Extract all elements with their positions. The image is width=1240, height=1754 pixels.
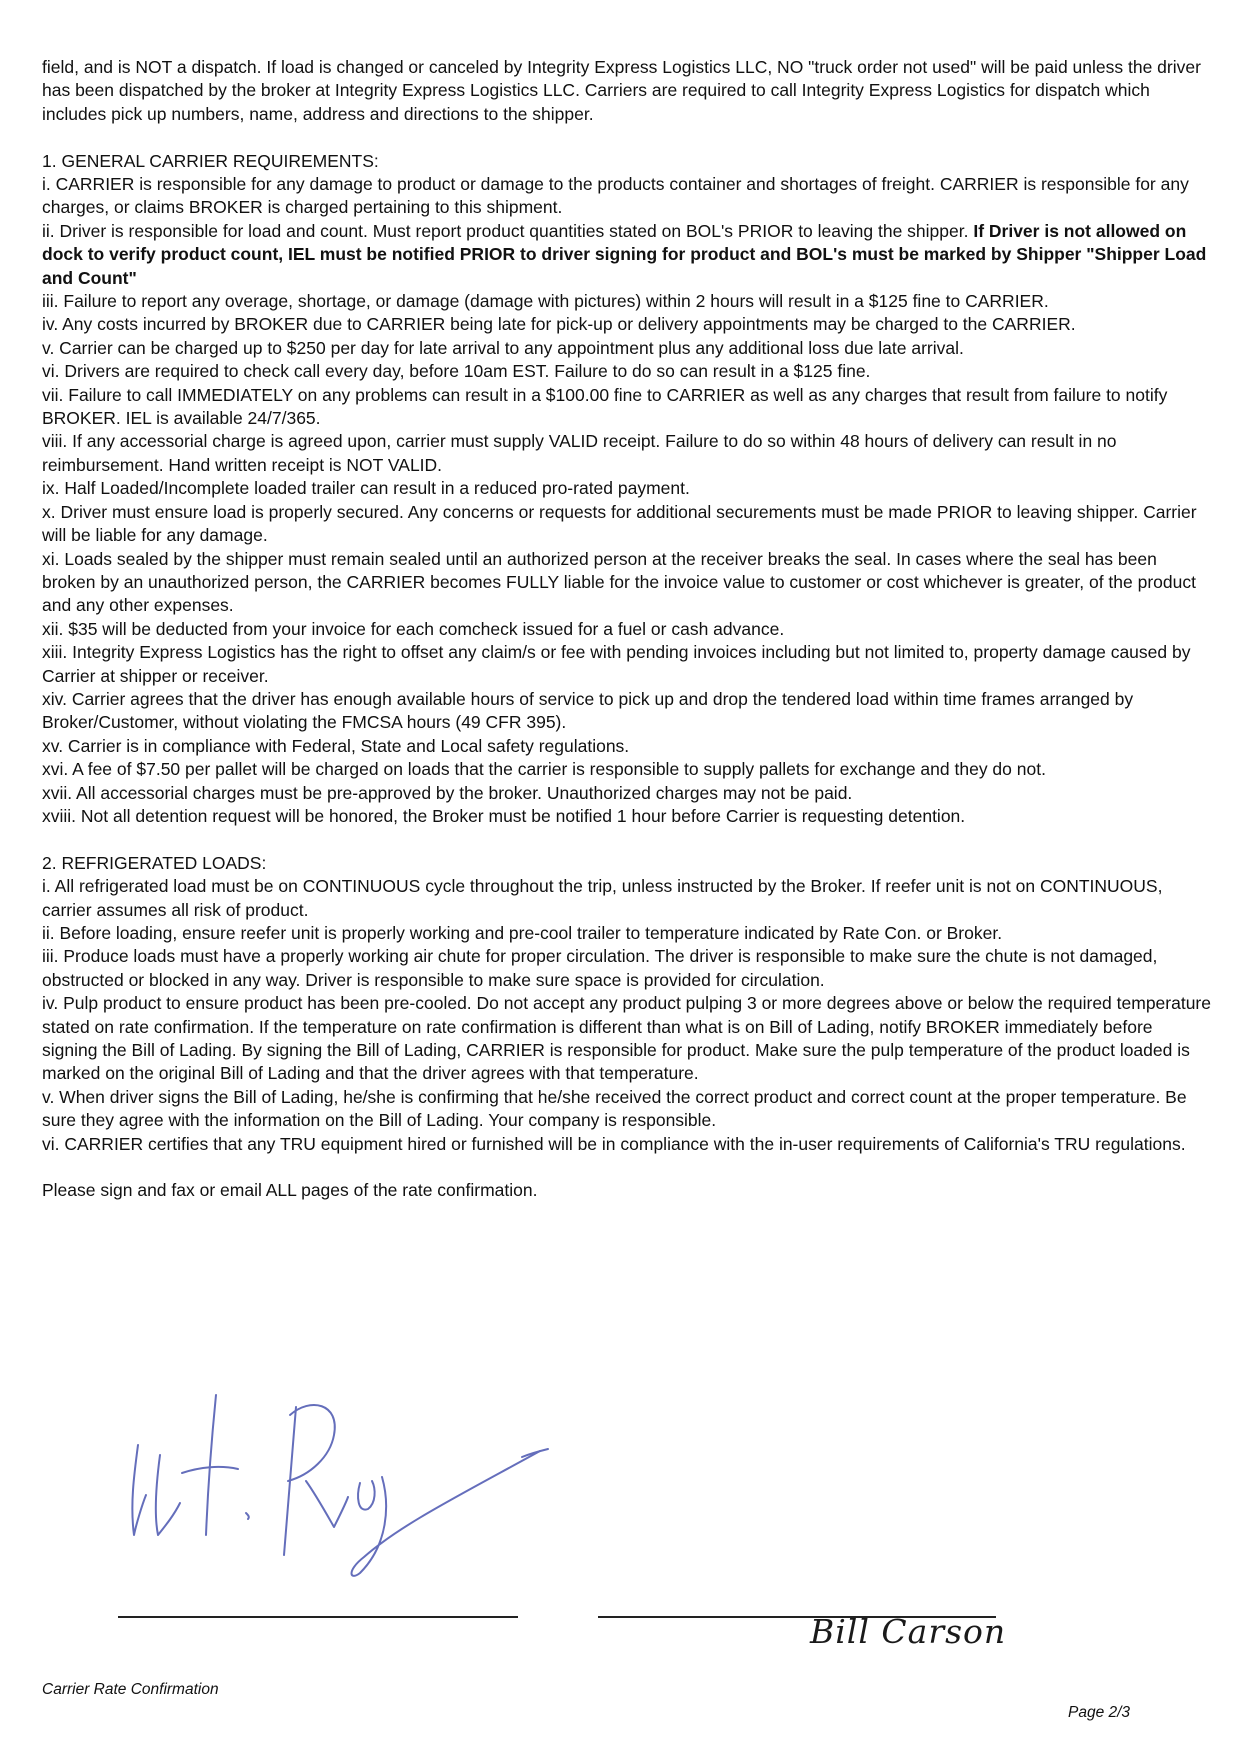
closing-instruction: Please sign and fax or email ALL pages of the rate confirmation. (42, 1180, 538, 1201)
shipper-signature-name: Bill Carson (810, 1612, 1007, 1651)
carrier-signature (120, 1385, 550, 1585)
section1-item: xii. $35 will be deducted from your invoice for each comcheck issued for a fuel or cash advance. (42, 618, 785, 639)
section1-item: i. CARRIER is responsible for any damage to product or damage to the products container and shortages of freight. CARRIER is responsible for any charges, or claims BROKER is charged pertaining to this shipment. (42, 174, 1189, 218)
section1-item: xvi. A fee of $7.50 per pallet will be charged on loads that the carrier is responsible to supply pallets for exchange and they do not. (42, 759, 1046, 780)
footer-page-number: Page 2/3 (1068, 1704, 1131, 1721)
section1-item: iv. Any costs incurred by BROKER due to CARRIER being late for pick-up or delivery appointments may be charged to the CARRIER. (42, 314, 1076, 335)
section2-item: iii. Produce loads must have a properly working air chute for proper circulation. The driver is responsible to make sure the chute is not damaged, obstructed or blocked in any way. Driver is responsible to make sure space is provided for circulation. (42, 946, 1158, 990)
section1-heading: 1. GENERAL CARRIER REQUIREMENTS: (42, 150, 379, 171)
section1-item: v. Carrier can be charged up to $250 per day for late arrival to any appointment plus any additional loss due late arrival. (42, 337, 964, 358)
spacer (42, 1156, 1212, 1179)
section2-item: vi. CARRIER certifies that any TRU equipment hired or furnished will be in compliance with the in-user requirements of California's TRU regulations. (42, 1133, 1186, 1154)
section1-item: viii. If any accessorial charge is agreed upon, carrier must supply VALID receipt. Failure to do so within 48 hours of delivery can result in no reimbursement. Hand written receipt is NOT VALID. (42, 431, 1117, 475)
section1-item: xiii. Integrity Express Logistics has the right to offset any claim/s or fee with pending invoices including but not limited to, property damage caused by Carrier at shipper or receiver. (42, 642, 1191, 686)
section2-item: i. All refrigerated load must be on CONTINUOUS cycle throughout the trip, unless instructed by the Broker. If reefer unit is not on CONTINUOUS, carrier assumes all risk of product. (42, 876, 1163, 920)
section1-item: xi. Loads sealed by the shipper must remain sealed until an authorized person at the receiver breaks the seal. In cases where the seal has been broken by an unauthorized person, the CARRIER becomes FULLY liable for the invoice value to customer or cost whichever is greater, of the product and any other expenses. (42, 548, 1196, 616)
section2-item: ii. Before loading, ensure reefer unit is properly working and pre-cool trailer to temperature indicated by Rate Con. or Broker. (42, 923, 1003, 943)
section1-item-bold-text: If Driver is not allowed on dock to verify product count, IEL must be notified PRIOR to driver signing for product and BOL's must be marked by Shipper "Shipper Load and Count" (42, 220, 1207, 288)
signature-line-left (118, 1616, 518, 1618)
section1-item: xvii. All accessorial charges must be pre-approved by the broker. Unauthorized charges may not be paid. (42, 782, 853, 803)
section1-item: iii. Failure to report any overage, shortage, or damage (damage with pictures) within 2 hours will result in a $125 fine to CARRIER. (42, 291, 1049, 312)
section1-item (42, 220, 1212, 290)
section2-item: v. When driver signs the Bill of Lading, he/she is confirming that he/she received the correct product and correct count at the proper temperature. Be sure they agree with the information on the Bill of Lading. Your company is responsible. (42, 1086, 1187, 1131)
section1-item: xiv. Carrier agrees that the driver has enough available hours of service to pick up and drop the tendered load within time frames arranged by Broker/Customer, without violating the FMCSA hours (49 CFR 395). (42, 688, 1134, 733)
section1-item: vii. Failure to call IMMEDIATELY on any problems can result in a $100.00 fine to CARRIER as well as any charges that result from failure to notify BROKER. IEL is available 24/7/365. (42, 384, 1168, 429)
document-body (42, 56, 1212, 1203)
section2-item: iv. Pulp product to ensure product has been pre-cooled. Do not accept any product pulping 3 or more degrees above or below the required temperature stated on rate confirmation. If the temperature on rate confirmation is different than what is on Bill of Lading, notify BROKER immediately before signing the Bill of Lading. By signing the Bill of Lading, CARRIER is responsible for product. Make sure the pulp temperature of the product loaded is marked on the original Bill of Lading and that the driver agrees with that temperature. (42, 993, 1211, 1084)
section1-item: xv. Carrier is in compliance with Federal, State and Local safety regulations. (42, 735, 630, 756)
section1-item: x. Driver must ensure load is properly secured. Any concerns or requests for additional securements must be made PRIOR to leaving shipper. Carrier will be liable for any damage. (42, 501, 1197, 546)
section1-item: ix. Half Loaded/Incomplete loaded trailer can result in a reduced pro-rated payment. (42, 478, 690, 499)
footer-document-title: Carrier Rate Confirmation (42, 1681, 219, 1698)
signature-line-right (598, 1616, 996, 1618)
section2-heading: 2. REFRIGERATED LOADS: (42, 852, 267, 873)
spacer (42, 126, 1212, 149)
spacer (42, 828, 1212, 851)
section1-item-text: ii. Driver is responsible for load and count. Must report product quantities stated on BOL's PRIOR to leaving the shipper. (42, 220, 974, 241)
section1-item: vi. Drivers are required to check call every day, before 10am EST. Failure to do so can result in a $125 fine. (42, 361, 871, 382)
section1-item: xviii. Not all detention request will be honored, the Broker must be notified 1 hour before Carrier is requesting detention. (42, 805, 966, 826)
intro-paragraph: field, and is NOT a dispatch. If load is changed or canceled by Integrity Express Logistics LLC, NO "truck order not used" will be paid unless the driver has been dispatched by the broker at Integrity Express Logistics LLC. Carriers are required to call Integrity Express Logistics for dispatch which includes pick up numbers, name, address and directions to the shipper. (42, 57, 1201, 124)
